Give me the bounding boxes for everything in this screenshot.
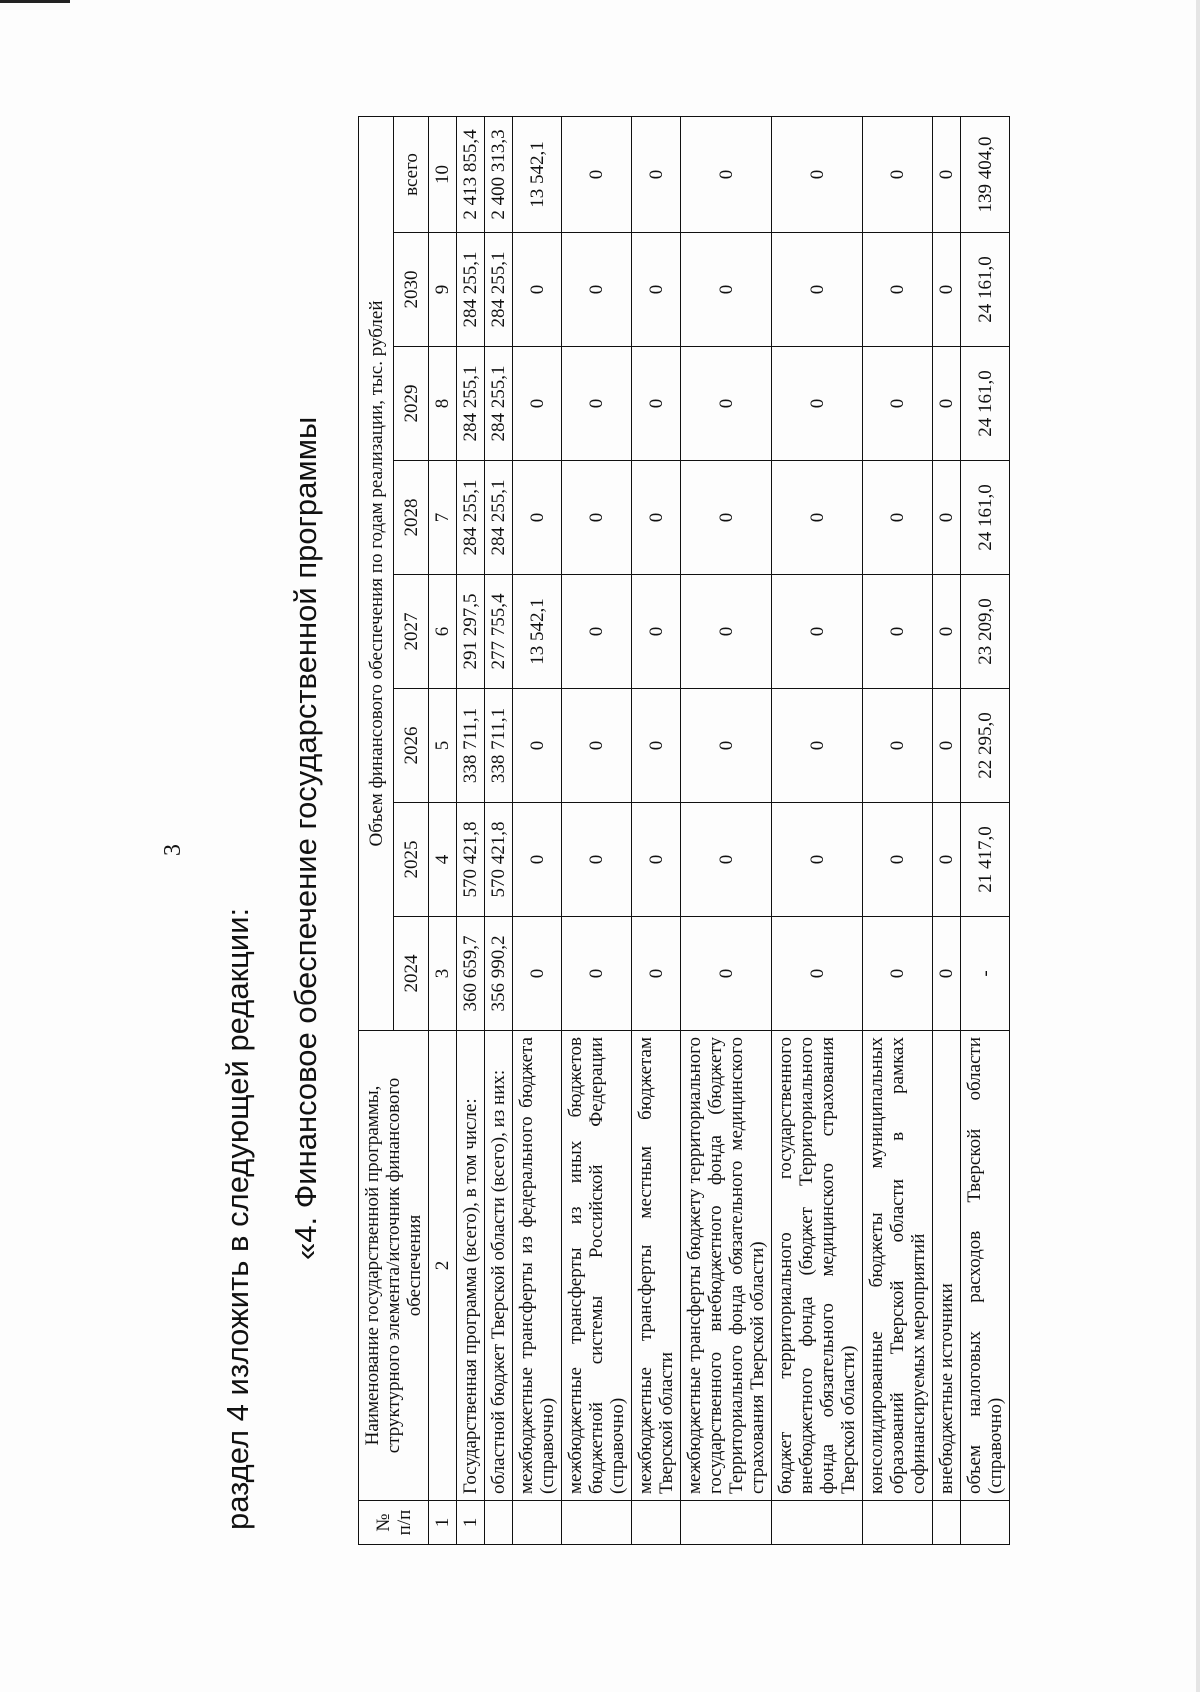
row-number <box>562 1501 632 1545</box>
value-cell: 0 <box>933 233 961 347</box>
value-cell: 291 297,5 <box>457 575 485 689</box>
column-number: 10 <box>429 116 457 232</box>
value-cell: 0 <box>863 233 933 347</box>
row-number <box>933 1501 961 1545</box>
page-number: 3 <box>160 844 186 856</box>
value-cell: 0 <box>772 689 863 803</box>
row-number <box>863 1501 933 1545</box>
value-cell: 0 <box>681 461 772 575</box>
value-cell: 0 <box>772 233 863 347</box>
value-cell: 0 <box>562 803 632 917</box>
table-row <box>513 116 562 1544</box>
column-numbers-row <box>429 116 457 1544</box>
value-cell: 284 255,1 <box>457 233 485 347</box>
table-row <box>457 116 485 1544</box>
value-cell: 0 <box>513 461 562 575</box>
table-row <box>681 116 772 1544</box>
table-row <box>933 116 961 1544</box>
value-cell: 356 990,2 <box>485 917 513 1031</box>
value-cell: 0 <box>681 233 772 347</box>
row-name: межбюджетные трансферты из федерального бюджета (справочно) <box>513 1031 562 1501</box>
value-cell: 0 <box>513 917 562 1031</box>
value-cell: 0 <box>513 233 562 347</box>
year-header: 2030 <box>394 233 429 347</box>
value-cell: 0 <box>681 347 772 461</box>
value-cell: 0 <box>632 689 681 803</box>
value-cell: 0 <box>632 233 681 347</box>
column-number: 7 <box>429 461 457 575</box>
table-row <box>772 116 863 1544</box>
section-heading: «4. Финансовое обеспечение государственной программы <box>288 416 323 1260</box>
value-cell: 0 <box>513 803 562 917</box>
year-header: 2024 <box>394 917 429 1031</box>
value-cell: 0 <box>863 803 933 917</box>
row-name: межбюджетные трансферты бюджету территориального государственного внебюджетного фонда (бюджету Территориального фонда обязательного медицинского страхования Тверской области) <box>681 1031 772 1501</box>
value-cell: 0 <box>933 116 961 232</box>
financing-table <box>358 116 1010 1545</box>
value-cell: 0 <box>772 347 863 461</box>
value-cell: 24 161,0 <box>961 461 1010 575</box>
value-cell: 24 161,0 <box>961 233 1010 347</box>
value-cell: 570 421,8 <box>485 803 513 917</box>
scan-edge-mark <box>0 0 70 3</box>
value-cell: 0 <box>632 575 681 689</box>
row-name: объем налоговых расходов Тверской области (справочно) <box>961 1031 1010 1501</box>
column-number: 6 <box>429 575 457 689</box>
value-cell: 0 <box>513 689 562 803</box>
value-cell: 0 <box>562 116 632 232</box>
value-cell: 0 <box>632 116 681 232</box>
row-number <box>485 1501 513 1545</box>
value-cell: 0 <box>562 689 632 803</box>
year-header: 2029 <box>394 347 429 461</box>
value-cell: 0 <box>933 803 961 917</box>
header-name: Наименование государственной программы, структурного элемента/источник финансового обеспечения <box>359 1031 429 1501</box>
value-cell: 284 255,1 <box>485 347 513 461</box>
value-cell: 0 <box>863 917 933 1031</box>
year-header: 2028 <box>394 461 429 575</box>
value-cell: 0 <box>772 461 863 575</box>
value-cell: 0 <box>632 347 681 461</box>
value-cell: 0 <box>863 575 933 689</box>
year-header: 2027 <box>394 575 429 689</box>
value-cell: 0 <box>681 116 772 232</box>
value-cell: 284 255,1 <box>485 461 513 575</box>
column-number: 3 <box>429 917 457 1031</box>
value-cell: 0 <box>863 689 933 803</box>
value-cell: 2 400 313,3 <box>485 116 513 232</box>
year-header: всего <box>394 116 429 232</box>
table-header <box>359 116 457 1544</box>
value-cell: 23 209,0 <box>961 575 1010 689</box>
value-cell: 0 <box>681 803 772 917</box>
value-cell: 0 <box>772 575 863 689</box>
value-cell: 0 <box>933 575 961 689</box>
year-header: 2025 <box>394 803 429 917</box>
row-number <box>961 1501 1010 1545</box>
row-name: Государственная программа (всего), в том числе: <box>457 1031 485 1501</box>
value-cell: 2 413 855,4 <box>457 116 485 232</box>
value-cell: 0 <box>681 689 772 803</box>
value-cell: 284 255,1 <box>457 347 485 461</box>
value-cell: 13 542,1 <box>513 116 562 232</box>
value-cell: 0 <box>772 116 863 232</box>
column-number: 2 <box>429 1031 457 1501</box>
column-number: 9 <box>429 233 457 347</box>
value-cell: 0 <box>933 461 961 575</box>
value-cell: 0 <box>632 917 681 1031</box>
value-cell: 24 161,0 <box>961 347 1010 461</box>
column-number: 5 <box>429 689 457 803</box>
row-number <box>772 1501 863 1545</box>
row-name: межбюджетные трансферты местным бюджетам Тверской области <box>632 1031 681 1501</box>
scan-edge-shadow <box>1196 0 1200 1692</box>
value-cell: 0 <box>863 461 933 575</box>
value-cell: 0 <box>863 116 933 232</box>
column-number: 8 <box>429 347 457 461</box>
table-row <box>562 116 632 1544</box>
row-number <box>681 1501 772 1545</box>
value-cell: 0 <box>681 917 772 1031</box>
value-cell: 338 711,1 <box>457 689 485 803</box>
row-name: межбюджетные трансферты из иных бюджетов бюджетной системы Российской Федерации (справочно) <box>562 1031 632 1501</box>
table-row <box>632 116 681 1544</box>
column-number: 4 <box>429 803 457 917</box>
row-number <box>513 1501 562 1545</box>
intro-text: раздел 4 изложить в следующей редакции: <box>220 907 255 1530</box>
row-number: 1 <box>457 1501 485 1545</box>
table-row <box>863 116 933 1544</box>
value-cell: 13 542,1 <box>513 575 562 689</box>
year-header: 2026 <box>394 689 429 803</box>
value-cell: 0 <box>863 347 933 461</box>
row-number <box>632 1501 681 1545</box>
value-cell: 0 <box>562 461 632 575</box>
table-row <box>485 116 513 1544</box>
table-body <box>457 116 1010 1544</box>
value-cell: 139 404,0 <box>961 116 1010 232</box>
value-cell: 0 <box>513 347 562 461</box>
value-cell: 0 <box>562 347 632 461</box>
value-cell: 284 255,1 <box>485 233 513 347</box>
value-cell: 360 659,7 <box>457 917 485 1031</box>
value-cell: 0 <box>632 803 681 917</box>
value-cell: 22 295,0 <box>961 689 1010 803</box>
value-cell: 0 <box>562 233 632 347</box>
value-cell: 570 421,8 <box>457 803 485 917</box>
header-no: № п/п <box>359 1501 429 1545</box>
value-cell: 0 <box>562 917 632 1031</box>
value-cell: - <box>961 917 1010 1031</box>
value-cell: 0 <box>772 917 863 1031</box>
value-cell: 338 711,1 <box>485 689 513 803</box>
row-name: консолидированные бюджеты муниципальных образований Тверской области в рамках софинансируемых мероприятий <box>863 1031 933 1501</box>
value-cell: 277 755,4 <box>485 575 513 689</box>
header-volume: Объем финансового обеспечения по годам реализации, тыс. рублей <box>359 116 394 1030</box>
rotated-content <box>40 40 1190 1640</box>
row-name: бюджет территориального государственного внебюджетного фонда (бюджет Территориального фонда обязательного медицинского страхования Тверской области) <box>772 1031 863 1501</box>
value-cell: 284 255,1 <box>457 461 485 575</box>
table-row <box>961 116 1010 1544</box>
value-cell: 0 <box>772 803 863 917</box>
value-cell: 0 <box>562 575 632 689</box>
column-number: 1 <box>429 1501 457 1545</box>
value-cell: 0 <box>933 689 961 803</box>
value-cell: 0 <box>933 917 961 1031</box>
value-cell: 0 <box>632 461 681 575</box>
row-name: областной бюджет Тверской области (всего), из них: <box>485 1031 513 1501</box>
value-cell: 0 <box>933 347 961 461</box>
row-name: внебюджетные источники <box>933 1031 961 1501</box>
value-cell: 21 417,0 <box>961 803 1010 917</box>
value-cell: 0 <box>681 575 772 689</box>
